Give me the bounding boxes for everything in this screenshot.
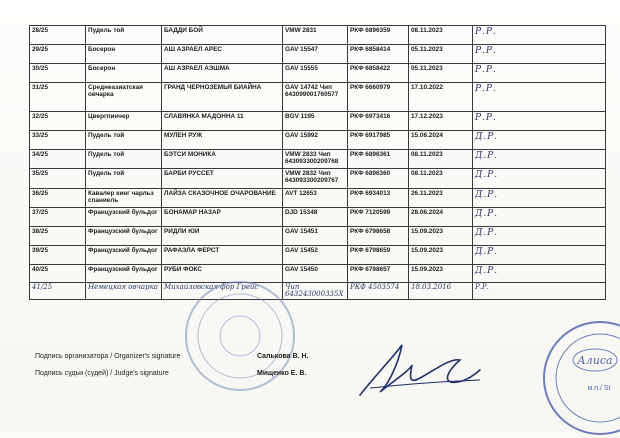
birth-date-cell: 05.11.2023 (409, 45, 473, 64)
judge-mark-cell: Р.Р. (473, 83, 606, 112)
chip-cell: GAV 15450 (283, 265, 348, 283)
table-row (30, 64, 606, 83)
judge-mark-cell: Д.Р. (473, 169, 606, 189)
judge-mark-cell: Д.Р. (473, 131, 606, 150)
pedigree-cell: РКФ 6798658 (348, 227, 409, 246)
stamp-text-mp: м.п./ St (587, 385, 611, 392)
birth-date-cell: 15.09.2023 (409, 265, 473, 283)
table-row (30, 45, 606, 64)
chip-cell: GAV 15992 (283, 131, 348, 150)
row-number: 34/25 (30, 150, 86, 169)
table-row (30, 131, 606, 150)
pedigree-cell: РКФ 6798657 (348, 265, 409, 283)
chip-cell: GAV 15451 (283, 227, 348, 246)
table-row (30, 26, 606, 45)
judge-mark-cell: Д.Р. (473, 227, 606, 246)
dog-name-cell: ЛАЙЗА СКАЗОЧНОЕ ОЧАРОВАНИЕ (162, 189, 283, 208)
judge-mark-cell: Д.Р. (473, 246, 606, 265)
table-row (30, 112, 606, 131)
pedigree-cell: РКФ 6896360 (348, 169, 409, 189)
row-number: 35/25 (30, 169, 86, 189)
breed-cell: Пудель той (86, 131, 162, 150)
dog-name-cell: БОНАМАР НАЗАР (162, 208, 283, 227)
birth-date-cell: 05.11.2023 (409, 64, 473, 83)
pedigree-cell: РКФ 6917985 (348, 131, 409, 150)
handwritten-breed-cell: Немецкая овчарка (86, 283, 162, 300)
chip-cell: GAV 15547 (283, 45, 348, 64)
breed-cell: Пудель той (86, 150, 162, 169)
table-body (30, 26, 606, 300)
pedigree-cell: РКФ 6660979 (348, 83, 409, 112)
pedigree-cell: РКФ 6798659 (348, 246, 409, 265)
table-row (30, 265, 606, 283)
judge-mark-cell: Д.Р. (473, 208, 606, 227)
judge-stamp (525, 318, 620, 438)
birth-date-cell: 08.11.2023 (409, 26, 473, 45)
chip-cell: GAV 14742 Чип 643099001760577 (283, 83, 348, 112)
judge-mark-cell: Р.Р. (473, 112, 606, 131)
judge-mark-cell: Д.Р. (473, 189, 606, 208)
row-number: 29/25 (30, 45, 86, 64)
row-number: 30/25 (30, 64, 86, 83)
birth-date-cell: 08.11.2023 (409, 169, 473, 189)
breed-cell: Среднеазиатская овчарка (86, 83, 162, 112)
row-number: 36/25 (30, 189, 86, 208)
birth-date-cell: 17.12.2023 (409, 112, 473, 131)
breed-cell: Французский бульдог (86, 265, 162, 283)
organizer-name: Салькова В. Н. (257, 353, 309, 360)
row-number: 31/25 (30, 83, 86, 112)
row-number: 32/25 (30, 112, 86, 131)
stamp-text-alisa: Алиса (577, 354, 613, 367)
pedigree-cell: РКФ 6973416 (348, 112, 409, 131)
handwritten-pedigree-cell: РКФ 4503574 (348, 283, 409, 300)
chip-cell: VMW 2832 Чип 643093300209767 (283, 169, 348, 189)
chip-cell: VMW 2833 Чип 643093300209768 (283, 150, 348, 169)
chip-cell: DJD 15348 (283, 208, 348, 227)
birth-date-cell: 15.09.2023 (409, 246, 473, 265)
chip-cell: VMW 2831 (283, 26, 348, 45)
judge-mark-cell: Д.Р. (473, 265, 606, 283)
dog-name-cell: РУБИ ФОКС (162, 265, 283, 283)
dog-name-cell: СЛАВЯНКА МАДОННА 11 (162, 112, 283, 131)
pedigree-cell: РКФ 6858422 (348, 64, 409, 83)
judge-signature-label: Подпись судьи (судей) / Judge's signature (35, 370, 169, 377)
dog-name-cell: БЭТСИ МОНИКА (162, 150, 283, 169)
pedigree-cell: РКФ 6858414 (348, 45, 409, 64)
birth-date-cell: 08.11.2023 (409, 150, 473, 169)
table-row (30, 246, 606, 265)
judge-mark-cell: Р.Р. (473, 26, 606, 45)
breed-cell: Пудель той (86, 169, 162, 189)
dog-name-cell: РИДЛИ ЮИ (162, 227, 283, 246)
judge-mark-cell: Д.Р. (473, 150, 606, 169)
dog-name-cell: АШ АЗРАЕЛ АРЕС (162, 45, 283, 64)
birth-date-cell: 15.09.2023 (409, 227, 473, 246)
chip-cell: GAV 15555 (283, 64, 348, 83)
pedigree-cell: РКФ 6934013 (348, 189, 409, 208)
row-number: 37/25 (30, 208, 86, 227)
organizer-stamp (180, 276, 300, 396)
judge-name: Мищенко Е. В. (257, 370, 307, 377)
row-number: 33/25 (30, 131, 86, 150)
breed-cell: Цвергпинчер (86, 112, 162, 131)
breed-cell: Пудель той (86, 26, 162, 45)
dog-name-cell: БАРБИ РУССЕТ (162, 169, 283, 189)
dog-name-cell: ГРАНД ЧЕРНОЗЕМЬЯ БИАЙНА (162, 83, 283, 112)
judge-mark-cell: Р.Р. (473, 45, 606, 64)
row-number: 39/25 (30, 246, 86, 265)
judge-mark-cell: Р.Р. (473, 64, 606, 83)
birth-date-cell: 17.10.2022 (409, 83, 473, 112)
chip-cell: GAV 15452 (283, 246, 348, 265)
organizer-signature-label: Подпись организатора / Organizer's signature (35, 353, 181, 360)
dog-name-cell: МУЛЕН РУЖ (162, 131, 283, 150)
handwritten-sig-cell: Р.Р. (473, 283, 606, 300)
birth-date-cell: 26.11.2023 (409, 189, 473, 208)
birth-date-cell: 15.06.2024 (409, 131, 473, 150)
dog-name-cell: БАДДИ БОЙ (162, 26, 283, 45)
breed-cell: Кавалер кинг чарльз спаниель (86, 189, 162, 208)
breed-cell: Французский бульдог (86, 227, 162, 246)
breed-cell: Босерон (86, 45, 162, 64)
chip-cell: BGV 1195 (283, 112, 348, 131)
organizer-handwritten-signature (340, 330, 490, 410)
dog-name-cell: АШ АЗРАЕЛ АЭШМА (162, 64, 283, 83)
table-row (30, 208, 606, 227)
handwritten-num-cell: 41/25 (30, 283, 86, 300)
handwritten-table-row (30, 283, 606, 300)
handwritten-name-cell: Михайловская фор Грейс (162, 283, 283, 300)
registration-table (29, 25, 606, 300)
pedigree-cell: РКФ 6896359 (348, 26, 409, 45)
row-number: 40/25 (30, 265, 86, 283)
table-row (30, 227, 606, 246)
breed-cell: Французский бульдог (86, 246, 162, 265)
table-row (30, 83, 606, 112)
row-number: 28/25 (30, 26, 86, 45)
breed-cell: Французский бульдог (86, 208, 162, 227)
breed-cell: Босерон (86, 64, 162, 83)
handwritten-chip-cell: Чип 643243000335Х (283, 283, 348, 300)
table-row (30, 189, 606, 208)
dog-name-cell: РАФАЭЛА ФЕРСТ (162, 246, 283, 265)
chip-cell: AVT 12653 (283, 189, 348, 208)
table-row (30, 169, 606, 189)
handwritten-date-cell: 18.03.2016 (409, 283, 473, 300)
birth-date-cell: 28.06.2024 (409, 208, 473, 227)
table-row (30, 150, 606, 169)
pedigree-cell: РКФ 7120599 (348, 208, 409, 227)
row-number: 38/25 (30, 227, 86, 246)
pedigree-cell: РКФ 6896361 (348, 150, 409, 169)
